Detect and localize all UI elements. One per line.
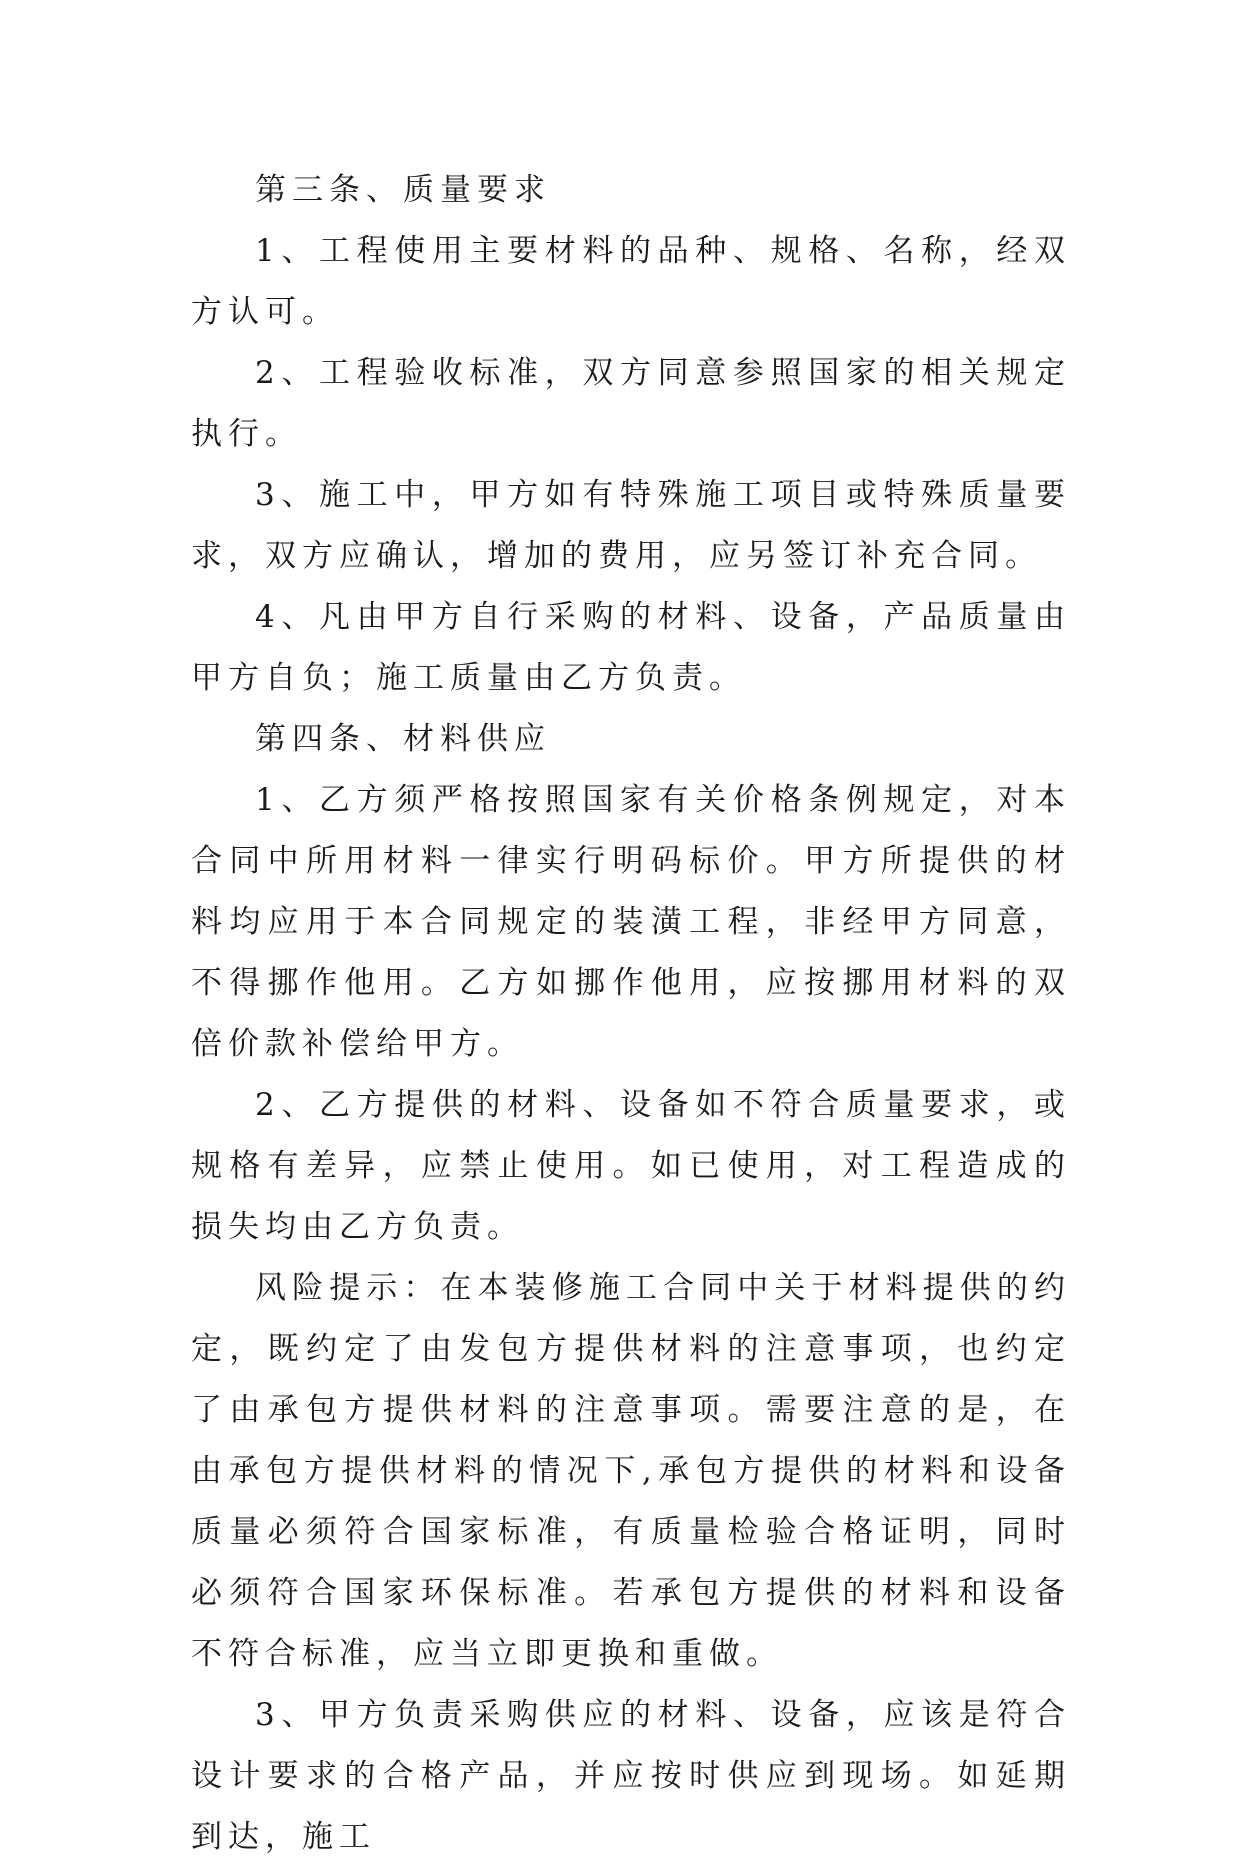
clause-3-4: 4、凡由甲方自行采购的材料、设备，产品质量由甲方自负；施工质量由乙方负责。 (191, 599, 1071, 696)
clause-4-1: 1、乙方须严格按照国家有关价格条例规定，对本合同中所用材料一律实行明码标价。甲方所提供的材料均应用于本合同规定的装潢工程，非经甲方同意，不得挪作他用。乙方如挪作他用，应按挪用材料的双倍价款补偿给甲方。 (191, 782, 1071, 1062)
clause-4-3: 3、甲方负责采购供应的材料、设备，应该是符合设计要求的合格产品，并应按时供应到现场。如延期到达，施工 (191, 1697, 1071, 1855)
clause-3-1: 1、工程使用主要材料的品种、规格、名称，经双方认可。 (191, 233, 1071, 330)
clause-3-2: 2、工程验收标准，双方同意参照国家的相关规定执行。 (191, 355, 1071, 452)
section-heading-article-3: 第三条、质量要求 (255, 172, 551, 208)
section-heading-article-4: 第四条、材料供应 (255, 721, 551, 757)
document-page (191, 160, 1071, 1868)
risk-notice: 风险提示：在本装修施工合同中关于材料提供的约定，既约定了由发包方提供材料的注意事项，也约定了由承包方提供材料的注意事项。需要注意的是，在由承包方提供材料的情况下,承包方提供的材料和设备质量必须符合国家标准，有质量检验合格证明，同时必须符合国家环保标准。若承包方提供的材料和设备不符合标准，应当立即更换和重做。 (191, 1270, 1071, 1672)
clause-3-3: 3、施工中，甲方如有特殊施工项目或特殊质量要求，双方应确认，增加的费用，应另签订补充合同。 (191, 477, 1071, 574)
clause-4-2: 2、乙方提供的材料、设备如不符合质量要求，或规格有差异，应禁止使用。如已使用，对工程造成的损失均由乙方负责。 (191, 1087, 1071, 1245)
